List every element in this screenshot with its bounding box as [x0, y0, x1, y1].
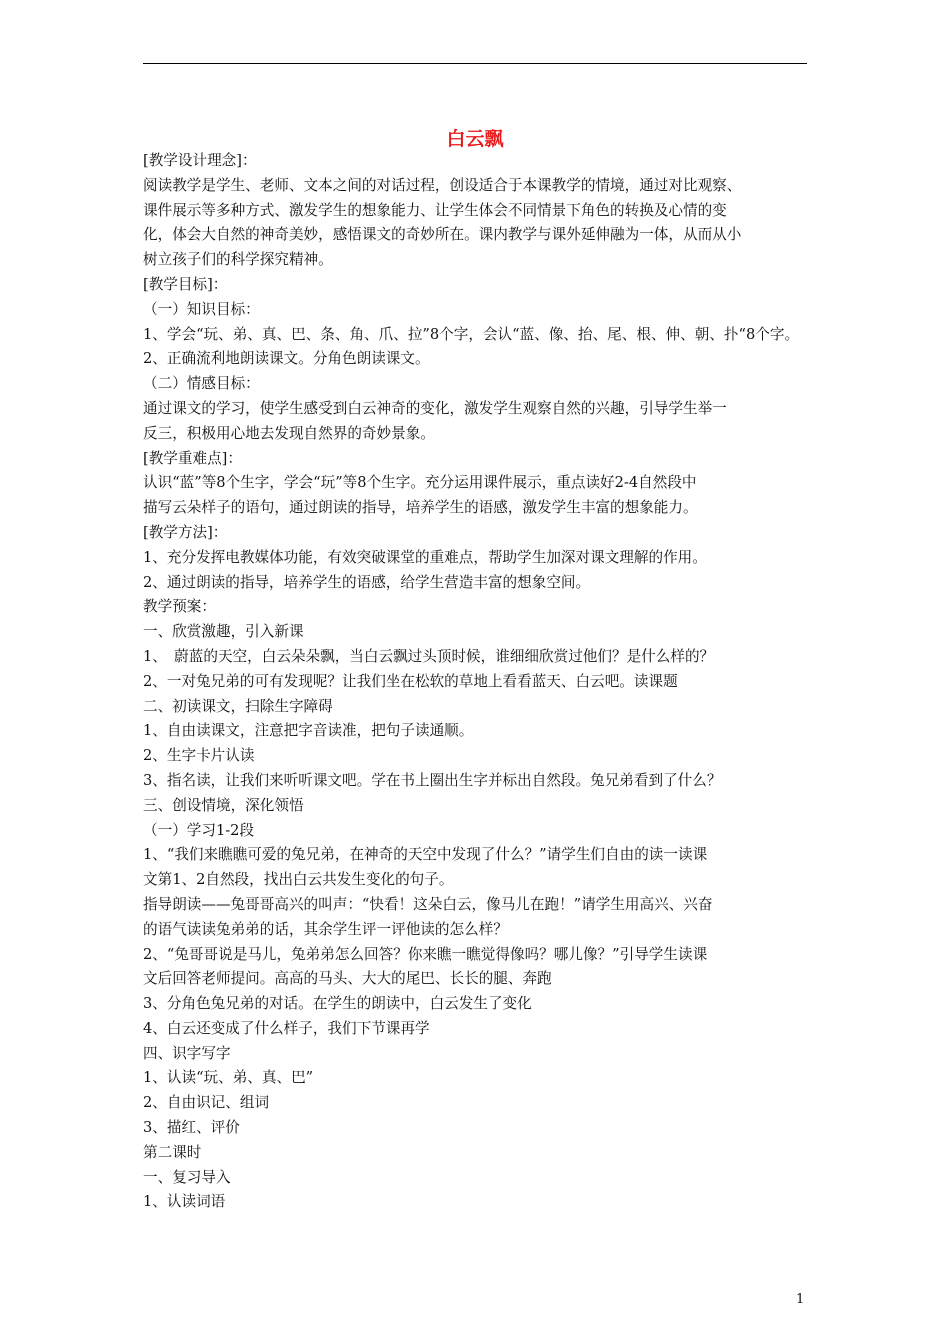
header-rule — [143, 63, 807, 64]
text-line: 1、“我们来瞧瞧可爱的兔兄弟，在神奇的天空中发现了什么？”请学生们自由的读一读课 — [143, 846, 708, 864]
text-line: 文第1、2自然段，找出白云共发生变化的句子。 — [143, 871, 454, 889]
text-line: 1、自由读课文，注意把字音读准，把句子读通顺。 — [143, 722, 474, 740]
text-line: 1、认读词语 — [143, 1193, 226, 1211]
text-line: 一、欣赏激趣，引入新课 — [143, 623, 304, 641]
text-line: 2、一对兔兄弟的可有发现呢？让我们坐在松软的草地上看看蓝天、白云吧。读课题 — [143, 672, 678, 690]
text-line: [教学重难点]： — [143, 449, 242, 467]
document-body — [143, 149, 821, 1215]
text-line: 2、正确流利地朗读课文。分角色朗读课文。 — [143, 350, 430, 368]
text-line: 描写云朵样子的语句，通过朗读的指导，培养学生的语感，激发学生丰富的想象能力。 — [143, 499, 698, 517]
text-line: 课件展示等多种方式、激发学生的想象能力、让学生体会不同情景下角色的转换及心情的变 — [143, 201, 727, 219]
text-line: 认识“蓝”等8个生字，学会“玩”等8个生字。充分运用课件展示，重点读好2-4自然段中 — [143, 474, 697, 492]
text-line: 指导朗读——兔哥哥高兴的叫声：“快看！这朵白云，像马儿在跑！”请学生用高兴、兴奋 — [143, 895, 713, 913]
text-line: 2、生字卡片认读 — [143, 747, 255, 765]
document-title: 白云飘 — [446, 128, 504, 150]
text-line: 二、初读课文，扫除生字障碍 — [143, 697, 333, 715]
text-line: 通过课文的学习，使学生感受到白云神奇的变化，激发学生观察自然的兴趣，引导学生举一 — [143, 399, 727, 417]
text-line: 1、学会“玩、弟、真、巴、条、角、爪、拉”8个字，会认“蓝、像、抬、尾、根、伸、朝、扑“8个字。 — [143, 325, 800, 343]
text-line: 的语气读读兔弟弟的话，其余学生评一评他读的怎么样？ — [143, 920, 508, 938]
page-number: 1 — [796, 1292, 805, 1307]
text-line: 四、识字写字 — [143, 1044, 231, 1062]
text-line: 阅读教学是学生、老师、文本之间的对话过程，创设适合于本课教学的情境，通过对比观察、 — [143, 176, 742, 194]
text-line: 树立孩子们的科学探究精神。 — [143, 251, 333, 269]
text-line: 文后回答老师提问。高高的马头、大大的尾巴、长长的腿、奔跑 — [143, 970, 552, 988]
text-line: [教学设计理念]： — [143, 152, 257, 169]
text-line: （二）情感目标： — [143, 375, 260, 393]
text-line: 2、通过朗读的指导，培养学生的语感，给学生营造丰富的想象空间。 — [143, 573, 591, 591]
text-line: 3、指名读，让我们来听听课文吧。学在书上圈出生字并标出自然段。兔兄弟看到了什么？ — [143, 771, 722, 789]
text-line: 1、 蔚蓝的天空，白云朵朵飘，当白云飘过头顶时候，谁细细欣赏过他们？是什么样的？ — [143, 647, 715, 665]
text-line: （一）学习1-2段 — [143, 821, 255, 839]
text-line: 2、“兔哥哥说是马儿，兔弟弟怎么回答？你来瞧一瞧觉得像吗？哪儿像？”引导学生读课 — [143, 945, 708, 963]
text-line: [教学方法]： — [143, 523, 228, 541]
text-line: 三、创设情境，深化领悟 — [143, 796, 304, 814]
text-line: 一、复习导入 — [143, 1168, 231, 1186]
text-line: 3、分角色兔兄弟的对话。在学生的朗读中，白云发生了变化 — [143, 995, 532, 1013]
text-line: 反三，积极用心地去发现自然界的奇妙景象。 — [143, 424, 435, 442]
text-line: （一）知识目标： — [143, 300, 260, 318]
text-line: 教学预案： — [143, 598, 216, 616]
text-line: 化，体会大自然的神奇美妙，感悟课文的奇妙所在。课内教学与课外延伸融为一体，从而从小 — [143, 226, 742, 244]
text-line: 1、充分发挥电教媒体功能，有效突破课堂的重难点，帮助学生加深对课文理解的作用。 — [143, 548, 707, 566]
text-line: 2、自由识记、组词 — [143, 1094, 270, 1112]
text-line: 4、白云还变成了什么样子，我们下节课再学 — [143, 1019, 430, 1037]
text-line: 3、描红、评价 — [143, 1119, 240, 1137]
text-line: [教学目标]： — [143, 275, 228, 293]
text-line: 1、认读“玩、弟、真、巴” — [143, 1069, 314, 1087]
text-line: 第二课时 — [143, 1143, 202, 1161]
